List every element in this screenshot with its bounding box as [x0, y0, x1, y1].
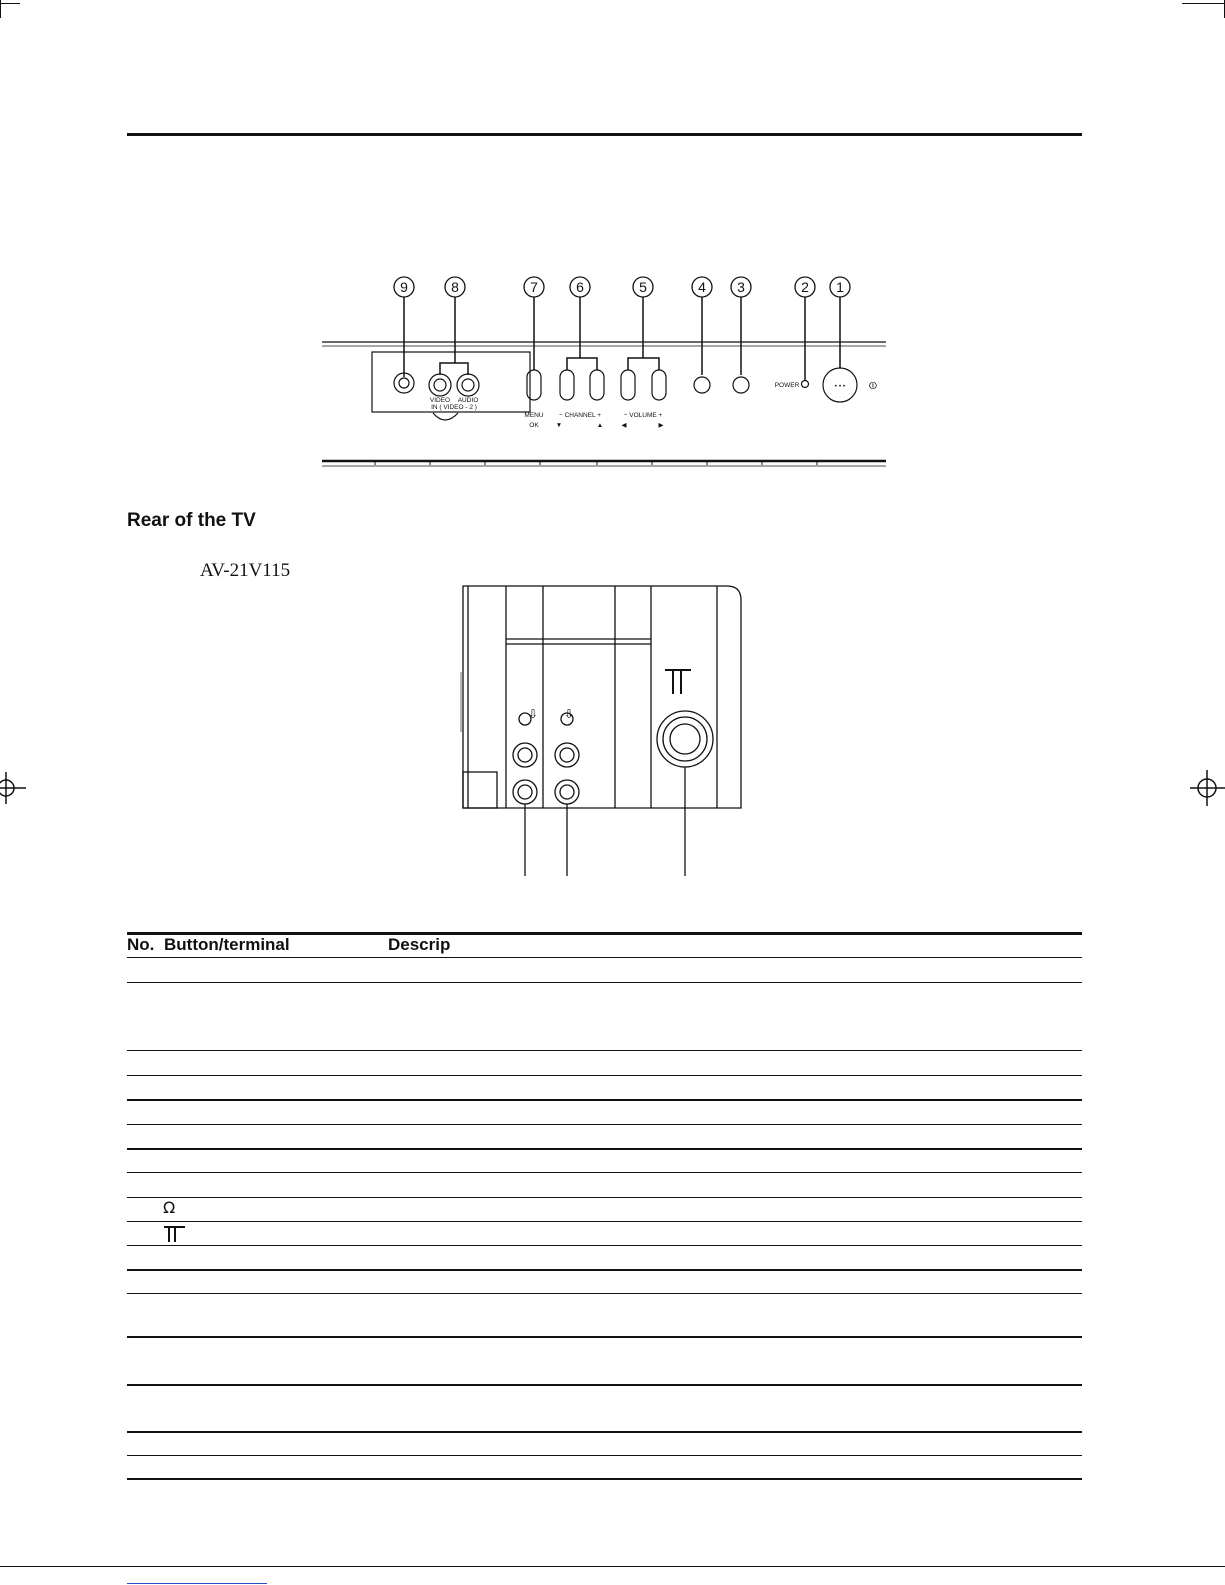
- table-bottom-rule: [127, 1478, 1082, 1480]
- callout-1: 1: [836, 279, 844, 295]
- table-row-rule: [127, 1075, 1082, 1076]
- model-number: AV-21V115: [200, 560, 291, 581]
- front-panel-diagram: [300, 265, 900, 480]
- callout-2: 2: [801, 279, 809, 295]
- table-row-rule: [127, 982, 1082, 983]
- callout-9: 9: [400, 279, 408, 295]
- rear-panel-diagram: [455, 582, 755, 880]
- table-row-rule: [127, 1269, 1082, 1271]
- label-channel: − CHANNEL +: [558, 412, 602, 419]
- label-menu: MENU: [524, 412, 544, 419]
- table-header-description: Descrip: [388, 935, 451, 954]
- table-header-no: No.: [127, 935, 155, 954]
- antenna-icon: [163, 1225, 187, 1243]
- footer-link-line: [127, 1583, 267, 1584]
- label-input: IN ( VIDEO - 2 ): [431, 404, 477, 411]
- footer-rule: [0, 1566, 1225, 1567]
- power-symbol-icon: ⏼: [869, 381, 877, 392]
- registration-mark-right: [1190, 768, 1225, 808]
- callout-3: 3: [737, 279, 745, 295]
- label-video: VIDEO: [429, 397, 451, 404]
- label-channel-up: ▲: [596, 422, 604, 429]
- table-row-rule: [127, 1384, 1082, 1386]
- table-row-rule: [127, 1197, 1082, 1198]
- header-rule: [127, 133, 1082, 136]
- table-row-rule: [127, 1336, 1082, 1338]
- table-row-rule: [127, 1431, 1082, 1433]
- table-row-rule: [127, 1455, 1082, 1456]
- power-button-dots: • • •: [834, 383, 846, 390]
- label-audio: AUDIO: [457, 397, 479, 404]
- label-volume-right: ▶: [658, 422, 664, 429]
- table-row-rule: [127, 1245, 1082, 1246]
- crop-mark-top-left-h: [0, 3, 20, 4]
- arrow-icon-left: ⇩: [527, 707, 539, 721]
- label-volume: − VOLUME +: [623, 412, 663, 419]
- label-ok: OK: [529, 422, 539, 429]
- table-row-rule: [127, 1221, 1082, 1222]
- table-row-rule: [127, 1148, 1082, 1150]
- label-channel-down: ▼: [555, 422, 563, 429]
- table-row-rule: [127, 1172, 1082, 1173]
- callout-6: 6: [576, 279, 584, 295]
- table-row-rule: [127, 1099, 1082, 1101]
- callout-4: 4: [698, 279, 706, 295]
- callout-5: 5: [639, 279, 647, 295]
- headphone-icon: Ω: [163, 1198, 176, 1217]
- table-row-rule: [127, 957, 1082, 958]
- label-power: POWER: [774, 382, 800, 389]
- callout-8: 8: [451, 279, 459, 295]
- table-row-rule: [127, 1293, 1082, 1294]
- table-header-button: Button/terminal: [164, 935, 290, 954]
- registration-mark-left: [0, 770, 30, 806]
- crop-mark-top-right-h: [1182, 3, 1224, 4]
- callout-7: 7: [530, 279, 538, 295]
- table-row-rule: [127, 1050, 1082, 1051]
- table-row-rule: [127, 1124, 1082, 1125]
- rear-section-title: Rear of the TV: [127, 510, 256, 531]
- arrow-icon-right: ⇩: [563, 707, 575, 721]
- label-volume-left: ◀: [621, 422, 627, 429]
